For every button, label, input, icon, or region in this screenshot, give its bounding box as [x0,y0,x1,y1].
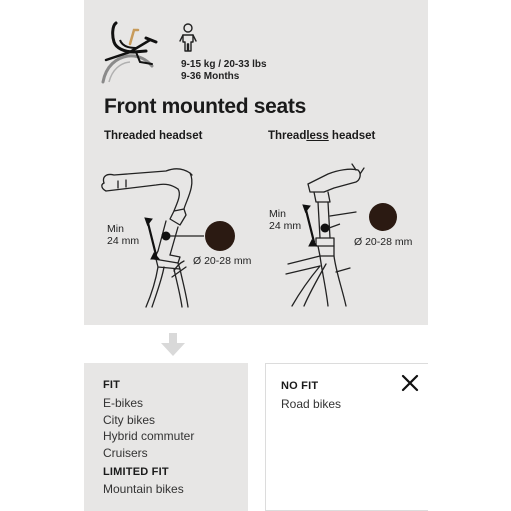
no-fit-item-road-bikes: Road bikes [281,397,342,411]
no-fit-list [281,396,341,413]
no-fit-heading: NO FIT [281,380,319,392]
threadless-min-line2: 24 mm [269,219,302,232]
seat-spec [181,59,267,82]
no-fit-box [265,363,428,511]
threadless-headset-label [268,130,375,142]
threaded-min-line1: Min [107,223,124,235]
threadless-label-prefix: Thread [268,130,307,142]
limited-fit-heading: LIMITED FIT [103,466,169,478]
age-range: 9-36 Months [181,70,240,82]
threaded-headset-label: Threaded headset [104,130,203,142]
limited-fit-list [103,481,184,498]
page-title: Front mounted seats [104,95,306,118]
fit-heading: FIT [103,379,121,391]
fit-item-e-bikes: E-bikes [103,396,144,410]
threaded-diameter-label: Ø 20-28 mm [193,255,252,267]
threaded-min-label [107,224,139,247]
fit-item-hybrid-commuter: Hybrid commuter [103,429,195,443]
x-icon [401,374,419,392]
fit-box [84,363,248,511]
limited-fit-item-mountain-bikes: Mountain bikes [103,482,184,496]
threadless-diameter-label: Ø 20-28 mm [354,236,413,248]
child-icon [178,23,198,53]
threadless-min-line1: Min [269,208,286,220]
child-seat-icon [100,18,162,84]
threadless-min-label [269,209,301,232]
weight-range: 9-15 kg / 20-33 lbs [181,59,267,70]
fit-item-cruisers: Cruisers [103,445,148,460]
threadless-label-suffix: headset [328,130,376,142]
threadless-label-underlined: less [306,130,329,142]
fit-list [103,395,194,461]
arrow-down-icon [160,333,186,357]
fit-item-city-bikes: City bikes [103,412,156,427]
threaded-min-line2: 24 mm [107,234,140,247]
